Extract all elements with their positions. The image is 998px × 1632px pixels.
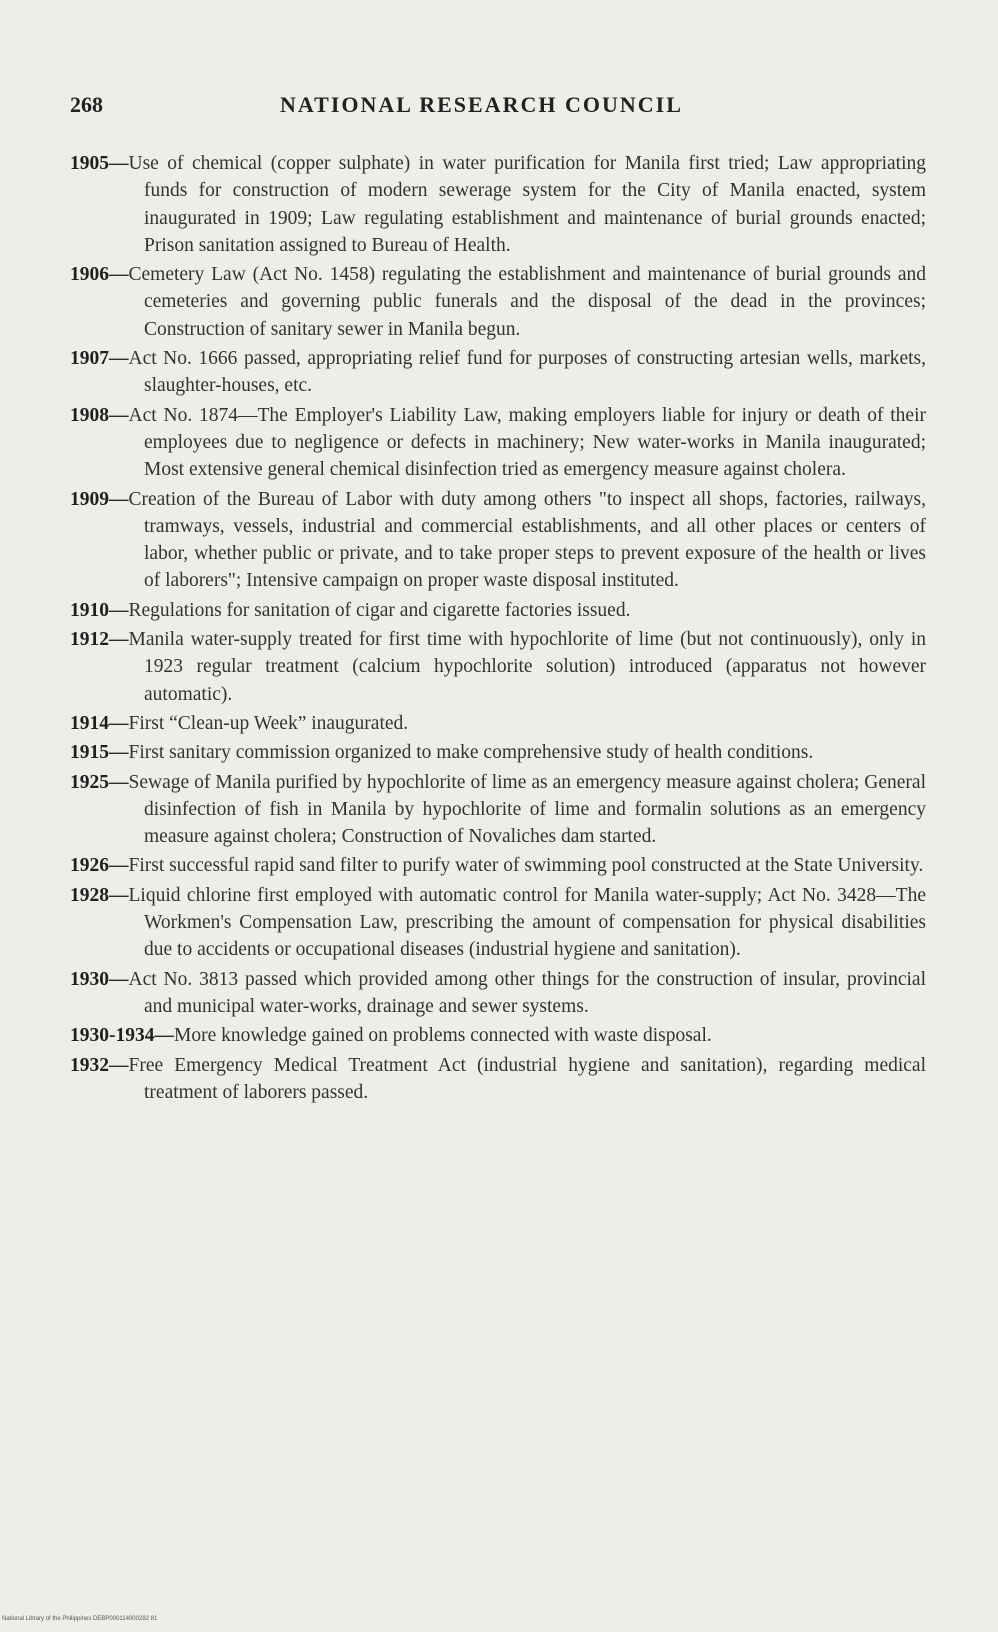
entry-year: 1930-1934 [70,1025,155,1047]
entry-year: 1909 [70,488,109,510]
entry-text: Regulations for sanitation of cigar and cigarette factories issued. [128,599,631,621]
chronology-entry: 1914—First “Clean-up Week” inaugurated. [70,712,409,734]
entry-text: Cemetery Law (Act No. 1458) regulating the establishment and maintenance of burial grounds and cemeteries and governing public funerals and the disposal of the dead in the provinces; Construction of sanitary sewer in Manila begun. [128,264,926,340]
entry-year: 1926 [70,855,109,877]
chronology-entry: 1907—Act No. 1666 passed, appropriating relief fund for purposes of constructing artesian wells, markets, slaughter-houses, etc. [70,348,926,397]
chronology-entry: 1906—Cemetery Law (Act No. 1458) regulating the establishment and maintenance of burial grounds and cemeteries and governing public funerals and the disposal of the dead in the provinces; Construction of sanitary sewer in Manila begun. [70,264,926,340]
chronology-entry: 1915—First sanitary commission organized to make comprehensive study of health conditions. [70,742,814,764]
page-number: 268 [70,92,103,117]
entry-text: Creation of the Bureau of Labor with duty among others "to inspect all shops, factories, railways, tramways, vessels, industrial and commercial establishments, and all other places or centers of labor, whether public or private, and to take proper steps to prevent exposure of the health or lives of laborers"; Intensive campaign on proper waste disposal instituted. [128,488,926,592]
page-header [70,92,928,128]
entry-year: 1907 [70,348,109,370]
entry-text: Act No. 3813 passed which provided among other things for the construction of insular, provincial and municipal water-works, drainage and sewer systems. [128,968,926,1017]
chronology-entry: 1930—Act No. 3813 passed which provided among other things for the construction of insular, provincial and municipal water-works, drainage and sewer systems. [70,968,926,1017]
entry-text: Act No. 1666 passed, appropriating relief fund for purposes of constructing artesian wells, markets, slaughter-houses, etc. [128,348,926,397]
chronology-entry: 1928—Liquid chlorine first employed with automatic control for Manila water-supply; Act No. 3428—The Workmen's Compensation Law, prescribing the amount of compensation for physical disabilities due to accidents or occupational diseases (industrial hygiene and sanitation). [70,884,926,961]
entry-year: 1925 [70,771,109,793]
entry-year: 1930 [70,968,109,990]
chronology-entry: 1925—Sewage of Manila purified by hypochlorite of lime as an emergency measure against cholera; General disinfection of fish in Manila by hypochlorite of lime and formalin solutions as an emergency measure against cholera; Construction of Novaliches dam started. [70,771,926,848]
chronology-entry: 1910—Regulations for sanitation of cigar and cigarette factories issued. [70,599,631,621]
entry-text: Free Emergency Medical Treatment Act (industrial hygiene and sanitation), regarding medical treatment of laborers passed. [128,1054,926,1103]
entry-year: 1912 [70,629,109,651]
chronology-entry: 1912—Manila water-supply treated for first time with hypochlorite of lime (but not continuously), only in 1923 regular treatment (calcium hypochlorite solution) introduced (apparatus not however automatic). [70,629,926,705]
entry-year: 1932 [70,1054,109,1076]
chronology-entry: 1909—Creation of the Bureau of Labor with duty among others "to inspect all shops, factories, railways, tramways, vessels, industrial and commercial establishments, and all other places or centers of labor, whether public or private, and to take proper steps to prevent exposure of the health or lives of laborers"; Intensive campaign on proper waste disposal instituted. [70,488,926,592]
entry-text: More knowledge gained on problems connected with waste disposal. [174,1025,712,1047]
chronology-entry: 1908—Act No. 1874—The Employer's Liability Law, making employers liable for injury or death of their employees due to negligence or defects in machinery; New water-works in Manila inaugurated; Most extensive general chemical disinfection tried as emergency measure against cholera. [70,404,926,481]
entry-year: 1908 [70,404,109,426]
running-head: NATIONAL RESEARCH COUNCIL [280,92,683,117]
entry-text: First successful rapid sand filter to purify water of swimming pool constructed at the State University. [128,855,924,877]
entry-year: 1915 [70,742,109,764]
entry-year: 1914 [70,712,109,734]
entry-text: First “Clean-up Week” inaugurated. [128,712,409,734]
chronology-entry: 1930-1934—More knowledge gained on problems connected with waste disposal. [70,1025,712,1047]
entry-year: 1906 [70,264,109,286]
chronology-list [70,150,926,1108]
entry-text: Act No. 1874—The Employer's Liability Law, making employers liable for injury or death of their employees due to negligence or defects in machinery; New water-works in Manila inaugurated; Most extensive general chemical disinfection tried as emergency measure against cholera. [128,404,926,481]
entry-year: 1905 [70,153,109,174]
chronology-entry: 1932—Free Emergency Medical Treatment Act (industrial hygiene and sanitation), regarding medical treatment of laborers passed. [70,1054,926,1103]
entry-text: Liquid chlorine first employed with automatic control for Manila water-supply; Act No. 3428—The Workmen's Compensation Law, prescribing the amount of compensation for physical disabilities due to accidents or occupational diseases (industrial hygiene and sanitation). [128,884,926,961]
entry-year: 1910 [70,599,109,621]
entry-text: First sanitary commission organized to make comprehensive study of health conditions. [128,742,814,764]
entry-text: Use of chemical (copper sulphate) in water purification for Manila first tried; Law appropriating funds for construction of modern sewerage system for the City of Manila enacted, system inaugurated in 1909; Law regulating establishment and maintenance of burial grounds enacted; Prison sanitation assigned to Bureau of Health. [128,153,926,256]
entry-text: Manila water-supply treated for first time with hypochlorite of lime (but not continuously), only in 1923 regular treatment (calcium hypochlorite solution) introduced (apparatus not however automatic). [128,629,926,705]
scan-credit: National Library of the Philippines DEBP000114000282 81 [2,1616,158,1622]
chronology-entry: 1905—Use of chemical (copper sulphate) in water purification for Manila first tried; Law appropriating funds for construction of modern sewerage system for the City of Manila enacted, system inaugurated in 1909; Law regulating establishment and maintenance of burial grounds enacted; Prison sanitation assigned to Bureau of Health. [70,153,926,256]
entry-text: Sewage of Manila purified by hypochlorite of lime as an emergency measure against cholera; General disinfection of fish in Manila by hypochlorite of lime and formalin solutions as an emergency measure against cholera; Construction of Novaliches dam started. [128,771,926,848]
chronology-entry: 1926—First successful rapid sand filter to purify water of swimming pool constructed at the State University. [70,855,924,877]
entry-year: 1928 [70,884,109,906]
